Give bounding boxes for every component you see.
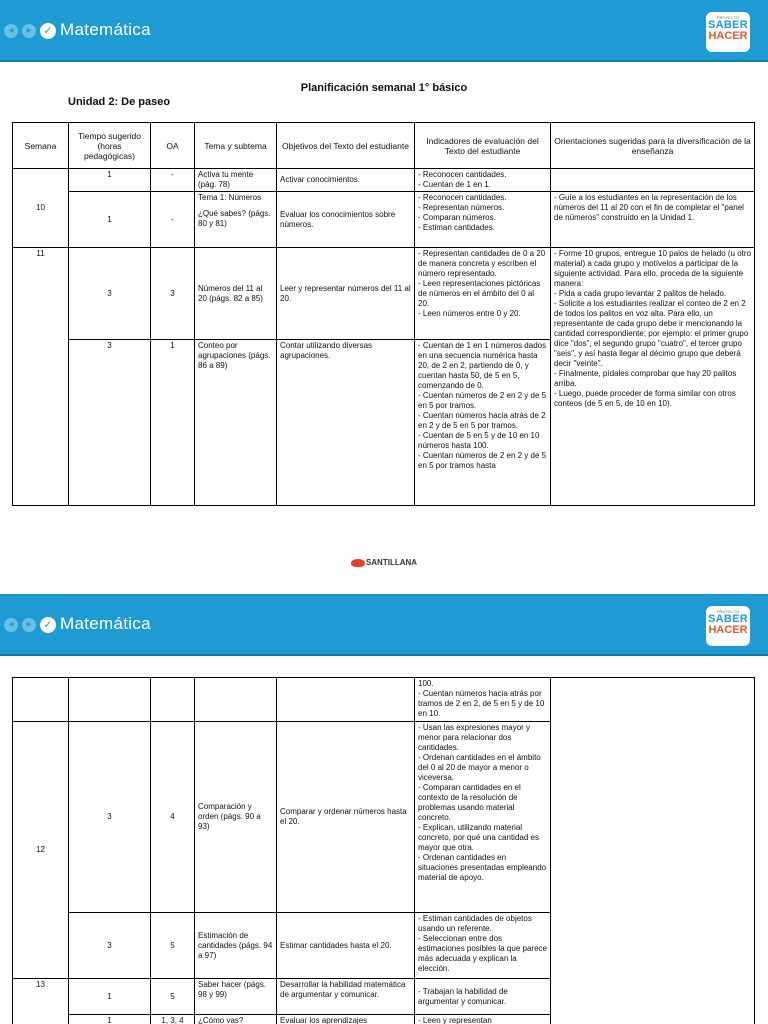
indicadores-cell: - Reconocen cantidades. - Representan números. - Comparan números. - Estiman cantidades. xyxy=(415,192,551,248)
tiempo-cell: 3 xyxy=(69,340,151,506)
week-cell: 10 xyxy=(13,169,69,248)
orientacion-cell: - Forme 10 grupos, entregue 10 palos de helado (u otro material) a cada grupo y motívelos a participar de la siguiente actividad. Para ello, proceda de la siguiente manera: - Pida a cada grupo levantar 2 palitos de helado. - Solicite a los estudiantes realizar el conteo de 2 en 2 de todos los palitos en voz alta. Para ello, un representante de cada grupo debe ir mencionando la cantidad correspondiente; por ejemplo: el primer grupo dice "dos", el segundo grupo "cuatro", el tercer grupo "seis", y así hasta llegar al décimo grupo que deberá decir "veinte". - Finalmente, pídales comprobar que hay 20 palitos arriba. - Luego, puede proceder de forma similar con otros conteos (de 5 en 5, de 10 en 10). xyxy=(551,248,755,506)
oa-cell: - xyxy=(151,192,195,248)
table-row xyxy=(13,248,755,340)
objetivo-cell: Comparar y ordenar números hasta el 20. xyxy=(277,722,415,913)
header-indicadores: Indicadores de evaluación del Texto del estudiante xyxy=(415,123,551,169)
oa-cell xyxy=(151,678,195,722)
indicadores-cell: - Reconocen cantidades. - Cuentan de 1 en 1. xyxy=(415,169,551,192)
indicadores-cell: - Leen y representan xyxy=(415,1015,551,1024)
indicadores-cell: - Usan las expresiones mayor y menor para relacionar dos cantidades. - Ordenan cantidades en el ámbito del 0 al 20 de mayor a menor o viceversa. - Comparan cantidades en el contexto de la resolución de problemas usando material concreto. - Explican, utilizando material concreto, por qué una cantidad es mayor que otra. - Ordenan cantidades en situaciones presentadas empleando material de apoyo. xyxy=(415,722,551,913)
header-banner xyxy=(0,0,768,62)
table-row xyxy=(13,169,755,192)
orientacion-cell xyxy=(551,169,755,192)
orientacion-cell: - Guíe a los estudiantes en la representación de los números del 11 al 20 con el fin de completar el "panel de números" construido en la Unidad 1. xyxy=(551,192,755,248)
back-arrow-icon[interactable]: ◂ xyxy=(4,618,18,632)
tema-cell xyxy=(195,678,277,722)
objetivo-cell: Evaluar los aprendizajes xyxy=(277,1015,415,1024)
santillana-mark-icon xyxy=(351,559,365,567)
objetivo-cell: Activar conocimientos. xyxy=(277,169,415,192)
check-icon: ✓ xyxy=(40,23,56,39)
objetivo-cell xyxy=(277,678,415,722)
tiempo-cell: 3 xyxy=(69,248,151,340)
tema-cell: Estimación de cantidades (págs. 94 a 97) xyxy=(195,913,277,979)
tema-cell: Números del 11 al 20 (págs. 82 a 85) xyxy=(195,248,277,340)
header-banner-page2 xyxy=(0,594,768,656)
week-cell xyxy=(13,678,69,722)
indicadores-cell: - Cuentan de 1 en 1 números dados en una secuencia numérica hasta 20, de 2 en 2, partiendo de 0, y cuentan hasta 50, de 5 en 5, comenzando de 0. - Cuentan números de 2 en 2 y de 5 en 5 por tramos. - Cuentan números hacia atrás de 2 en 2 y de 5 en 5 por tramos. - Cuentan de 5 en 5 y de 10 en 10 números hasta 100. - Cuentan números de 2 en 2 y de 5 en 5 por tramos hasta xyxy=(415,340,551,506)
subject-title: Matemática xyxy=(60,20,151,39)
santillana-logo: SANTILLANA xyxy=(0,558,768,567)
document-title: Planificación semanal 1° básico xyxy=(300,82,468,94)
tiempo-cell: 1 xyxy=(69,192,151,248)
table-row xyxy=(13,192,755,248)
tiempo-cell: 1 xyxy=(69,1015,151,1024)
tema-cell: Comparación y orden (págs. 90 a 93) xyxy=(195,722,277,913)
oa-cell: 3 xyxy=(151,248,195,340)
tema-cell: Saber hacer (págs. 98 y 99) xyxy=(195,979,277,1015)
oa-cell: 4 xyxy=(151,722,195,913)
header-orientaciones: Orientaciones sugeridas para la diversificación de la enseñanza xyxy=(551,123,755,169)
week-cell: 13 xyxy=(13,979,69,1024)
orientacion-cell xyxy=(551,678,755,1024)
objetivo-cell: Desarrollar la habilidad matemática de argumentar y comunicar. xyxy=(277,979,415,1015)
indicadores-cell: - Estiman cantidades de objetos usando un referente. - Seleccionan entre dos estimaciones posibles la que parece más adecuada y explican la elección. xyxy=(415,913,551,979)
indicadores-cell: - Representan cantidades de 0 a 20 de manera concreta y escriben el número representado. - Leen representaciones pictóricas de números en el ámbito del 0 al 20. - Leen números entre 0 y 20. xyxy=(415,248,551,340)
oa-cell: - xyxy=(151,169,195,192)
table-header-row xyxy=(13,123,755,169)
tiempo-cell: 3 xyxy=(69,913,151,979)
header-oa: OA xyxy=(151,123,195,169)
unit-title: Unidad 2: De paseo xyxy=(68,96,171,108)
forward-arrow-icon[interactable]: ▸ xyxy=(22,24,36,38)
objetivo-cell: Leer y representar números del 11 al 20. xyxy=(277,248,415,340)
objetivo-cell: Estimar cantidades hasta el 20. xyxy=(277,913,415,979)
header-objetivos: Objetivos del Texto del estudiante xyxy=(277,123,415,169)
saber-hacer-logo: PROYECTO SABER HACER xyxy=(706,12,750,52)
tema-cell: Activa tu mente (pág. 78) xyxy=(195,169,277,192)
tema-cell: Tema 1: Números ¿Qué sabes? (págs. 80 y 81) xyxy=(195,192,277,248)
tiempo-cell xyxy=(69,678,151,722)
oa-cell: 1, 3, 4 xyxy=(151,1015,195,1024)
objetivo-cell: Evaluar los conocimientos sobre números. xyxy=(277,192,415,248)
tema-cell: ¿Cómo vas? xyxy=(195,1015,277,1024)
week-cell: 12 xyxy=(13,722,69,979)
objetivo-cell: Contar utilizando diversas agrupaciones. xyxy=(277,340,415,506)
check-icon: ✓ xyxy=(40,617,56,633)
oa-cell: 1 xyxy=(151,340,195,506)
indicadores-cell: - Trabajan la habilidad de argumentar y comunicar. xyxy=(415,979,551,1015)
subject-title: Matemática xyxy=(60,614,151,633)
forward-arrow-icon[interactable]: ▸ xyxy=(22,618,36,632)
planning-table-page2 xyxy=(12,677,755,1024)
tema-cell: Conteo por agrupaciones (págs. 86 a 89) xyxy=(195,340,277,506)
header-tema: Tema y subtema xyxy=(195,123,277,169)
table-row xyxy=(13,678,755,722)
oa-cell: 5 xyxy=(151,913,195,979)
header-semana: Semana xyxy=(13,123,69,169)
saber-hacer-logo: PROYECTO SABER HACER xyxy=(706,606,750,646)
oa-cell: 5 xyxy=(151,979,195,1015)
tiempo-cell: 1 xyxy=(69,169,151,192)
tiempo-cell: 3 xyxy=(69,722,151,913)
tiempo-cell: 1 xyxy=(69,979,151,1015)
back-arrow-icon[interactable]: ◂ xyxy=(4,24,18,38)
header-tiempo: Tiempo sugerido (horas pedagógicas) xyxy=(69,123,151,169)
week-cell: 11 xyxy=(13,248,69,506)
indicadores-cell: 100. - Cuentan números hacia atrás por tramos de 2 en 2, de 5 en 5 y de 10 en 10. xyxy=(415,678,551,722)
planning-table-page1 xyxy=(12,122,755,506)
